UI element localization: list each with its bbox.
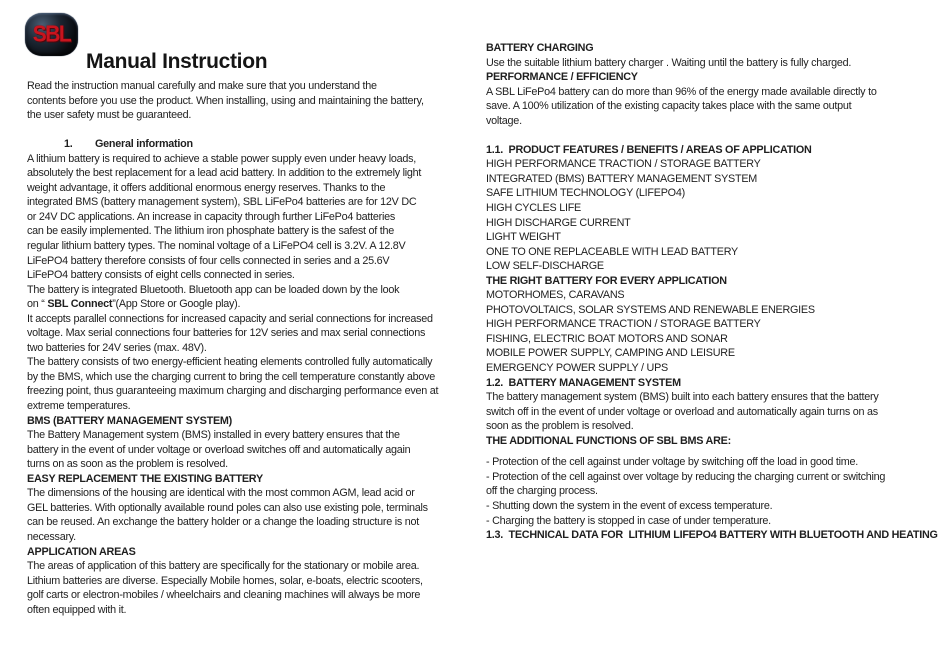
text-line xyxy=(27,152,485,167)
sbl-logo xyxy=(25,13,78,56)
section-heading xyxy=(486,70,948,85)
page-title: Manual Instruction xyxy=(86,50,268,73)
text-run: The Battery Management system (BMS) installed in every battery ensures that the xyxy=(27,429,400,442)
text-run: LiFePO4 battery consists of eight cells connected in series. xyxy=(27,269,295,282)
text-line xyxy=(27,239,485,254)
text-run: - Charging the battery is stopped in case of under temperature. xyxy=(486,514,771,527)
text-line xyxy=(27,457,485,472)
section-heading xyxy=(486,434,948,449)
text-line xyxy=(27,108,485,123)
text-run: - Protection of the cell against over voltage by reducing the charging current or switching xyxy=(486,470,886,483)
text-line xyxy=(27,486,485,501)
text-line xyxy=(486,390,948,405)
text-run: can be easily implemented. The lithium iron phosphate battery is the safest of the xyxy=(27,225,395,238)
text-run: LOW SELF-DISCHARGE xyxy=(486,260,604,273)
text-line xyxy=(27,530,485,545)
text-run: HIGH PERFORMANCE TRACTION / STORAGE BATTERY xyxy=(486,318,761,331)
text-line xyxy=(486,99,948,114)
text-line xyxy=(27,559,485,574)
spacer xyxy=(27,123,485,138)
text-line xyxy=(486,455,948,470)
text-run: ”(App Store or Google play). xyxy=(112,298,241,311)
text-line xyxy=(486,245,948,260)
spacer xyxy=(486,128,948,143)
text-line xyxy=(486,470,948,485)
spacer xyxy=(486,448,948,455)
text-run: freezing point, thus guaranteeing maximum charging and discharging performance even at xyxy=(27,385,439,398)
text-line xyxy=(27,384,485,399)
text-line xyxy=(486,361,948,376)
text-run: - Shutting down the system in the event of excess temperature. xyxy=(486,499,773,512)
bold-text-run: BATTERY CHARGING xyxy=(486,42,594,54)
text-run: soon as the problem is resolved. xyxy=(486,420,634,433)
text-run: LIGHT WEIGHT xyxy=(486,231,561,244)
text-run: voltage. xyxy=(486,114,522,127)
text-run: integrated BMS (battery management system), SBL LiFePo4 batteries are for 12V DC xyxy=(27,196,417,209)
right-column xyxy=(486,41,948,543)
text-line xyxy=(486,499,948,514)
text-run: switch off in the event of under voltage or overload and automatically again turns on as xyxy=(486,405,878,418)
text-line xyxy=(486,419,948,434)
text-run: weight advantage, it offers additional enormous energy reserves. Thanks to the xyxy=(27,181,386,194)
text-run: FISHING, ELECTRIC BOAT MOTORS AND SONAR xyxy=(486,332,728,345)
text-line xyxy=(27,79,485,94)
text-run: GEL batteries. With optionally available round poles can also use existing pole, terminals xyxy=(27,501,428,514)
text-line xyxy=(486,259,948,274)
text-run: regular lithium battery types. The nominal voltage of a LiFePO4 cell is 3.2V. A 12.8V xyxy=(27,240,406,253)
heading-text: General information xyxy=(95,138,193,151)
text-line xyxy=(27,588,485,603)
bold-text-run: EASY REPLACEMENT THE EXISTING BATTERY xyxy=(27,472,263,485)
text-line xyxy=(486,85,948,100)
text-line xyxy=(27,94,485,109)
text-line xyxy=(27,254,485,269)
text-run: The battery management system (BMS) built into each battery ensures that the battery xyxy=(486,391,879,404)
bold-text-run: SBL Connect xyxy=(47,298,113,311)
text-run: It accepts parallel connections for increased capacity and serial connections for increased xyxy=(27,312,433,325)
text-line xyxy=(27,501,485,516)
section-heading xyxy=(27,472,485,487)
text-run: save. A 100% utilization of the existing capacity takes place with the same output xyxy=(486,100,852,113)
text-line xyxy=(27,224,485,239)
text-run: or 24V DC applications. An increase in capacity through further LiFePo4 batteries xyxy=(27,210,396,223)
text-run: turns on as soon as the problem is resolved. xyxy=(27,458,228,471)
text-line xyxy=(486,514,948,529)
text-run: The battery consists of two energy-efficient heating elements controlled fully automatically xyxy=(27,356,433,369)
text-run: can be reused. An exchange the battery holder or a change the loading structure is not xyxy=(27,516,420,529)
bold-text-run: THE ADDITIONAL FUNCTIONS OF SBL BMS ARE: xyxy=(486,434,731,447)
text-run: on “ xyxy=(27,298,48,311)
text-run: the user safety must be guaranteed. xyxy=(27,109,192,122)
section-heading xyxy=(486,143,948,158)
bold-text-run: 1.1. PRODUCT FEATURES / BENEFITS / AREAS OF APPLICATION xyxy=(486,143,812,156)
text-run: often equipped with it. xyxy=(27,603,127,616)
text-line xyxy=(486,157,948,172)
text-run: by the BMS, which use the charging current to bring the cell temperature constantly above xyxy=(27,370,436,383)
text-run: EMERGENCY POWER SUPPLY / UPS xyxy=(486,362,668,375)
text-run: contents before you use the product. When installing, using and maintaining the battery, xyxy=(27,94,424,107)
text-run: Lithium batteries are diverse. Especially Mobile homes, solar, e-boats, electric scooters, xyxy=(27,574,423,587)
text-line xyxy=(27,283,485,298)
text-run: extreme temperatures. xyxy=(27,400,131,413)
text-run: LiFePO4 battery therefore consists of four cells connected in series and a 25.6V xyxy=(27,254,390,267)
text-run: ONE TO ONE REPLACEABLE WITH LEAD BATTERY xyxy=(486,245,738,258)
bold-text-run: APPLICATION AREAS xyxy=(27,545,136,558)
text-run: battery in the event of under voltage or overload switches off and automatically again xyxy=(27,443,411,456)
section-heading xyxy=(27,414,485,429)
text-run: necessary. xyxy=(27,530,76,543)
text-line xyxy=(27,312,485,327)
text-run: HIGH PERFORMANCE TRACTION / STORAGE BATTERY xyxy=(486,158,761,171)
text-line xyxy=(486,405,948,420)
text-line xyxy=(27,268,485,283)
text-line xyxy=(486,56,948,71)
text-line xyxy=(486,332,948,347)
text-run: A lithium battery is required to achieve a stable power supply even under heavy loads, xyxy=(27,152,417,165)
text-run: golf carts or electron-mobiles / wheelchairs and cleaning machines will always be more xyxy=(27,589,421,602)
text-run: PHOTOVOLTAICS, SOLAR SYSTEMS AND RENEWABLE ENERGIES xyxy=(486,303,815,316)
text-line xyxy=(27,355,485,370)
text-line xyxy=(27,370,485,385)
text-run: INTEGRATED (BMS) BATTERY MANAGEMENT SYSTEM xyxy=(486,172,758,185)
text-run: The battery is integrated Bluetooth. Bluetooth app can be loaded down by the look xyxy=(27,283,400,296)
text-line xyxy=(486,303,948,318)
text-run: The dimensions of the housing are identical with the most common AGM, lead acid or xyxy=(27,487,415,500)
text-run: absolutely the best replacement for a lead acid battery. In addition to the extremely light xyxy=(27,167,422,180)
text-line xyxy=(486,484,948,499)
text-line xyxy=(27,603,485,618)
left-column xyxy=(27,79,485,617)
text-line xyxy=(486,201,948,216)
section-heading xyxy=(486,528,948,543)
text-line xyxy=(27,515,485,530)
text-run: MOBILE POWER SUPPLY, CAMPING AND LEISURE xyxy=(486,347,735,360)
text-line xyxy=(486,186,948,201)
section-heading xyxy=(486,274,948,289)
text-run: A SBL LiFePo4 battery can do more than 96% of the energy made available directly to xyxy=(486,85,877,98)
text-run: - Protection of the cell against under voltage by switching off the load in good time. xyxy=(486,456,859,469)
bold-text-run: BMS (BATTERY MANAGEMENT SYSTEM) xyxy=(27,414,232,427)
bold-text-run: 1.2. BATTERY MANAGEMENT SYSTEM xyxy=(486,376,681,389)
text-run: SAFE LITHIUM TECHNOLOGY (LIFEPO4) xyxy=(486,187,685,200)
text-line xyxy=(27,166,485,181)
bold-text-run: 1.3. TECHNICAL DATA FOR LITHIUM LIFEPO4 BATTERY WITH BLUETOOTH AND HEATING xyxy=(486,529,938,542)
text-line xyxy=(486,317,948,332)
text-line xyxy=(486,346,948,361)
text-line xyxy=(486,114,948,129)
text-line xyxy=(27,341,485,356)
text-run: HIGH CYCLES LIFE xyxy=(486,202,581,215)
text-run: Use the suitable lithium battery charger . Waiting until the battery is fully charged. xyxy=(486,56,852,69)
text-run: The areas of application of this battery are specifically for the stationary or mobile area. xyxy=(27,560,420,573)
text-line xyxy=(27,297,485,312)
text-line xyxy=(27,210,485,225)
text-line xyxy=(486,172,948,187)
section-heading xyxy=(486,41,948,56)
text-run: MOTORHOMES, CARAVANS xyxy=(486,289,625,302)
bold-text-run: THE RIGHT BATTERY FOR EVERY APPLICATION xyxy=(486,274,727,287)
heading-number: 1. xyxy=(64,138,73,151)
text-line xyxy=(27,428,485,443)
numbered-section-heading xyxy=(27,137,485,152)
text-line xyxy=(27,399,485,414)
sbl-logo-text: SBL xyxy=(32,21,71,47)
text-line xyxy=(486,216,948,231)
text-line xyxy=(486,230,948,245)
text-run: Read the instruction manual carefully and make sure that you understand the xyxy=(27,80,377,92)
text-line xyxy=(27,195,485,210)
text-run: two batteries for 24V series (max. 48V). xyxy=(27,341,207,354)
text-line xyxy=(27,443,485,458)
bold-text-run: PERFORMANCE / EFFICIENCY xyxy=(486,71,638,84)
section-heading xyxy=(486,376,948,391)
text-run: off the charging process. xyxy=(486,485,598,498)
text-run: HIGH DISCHARGE CURRENT xyxy=(486,216,631,229)
section-heading xyxy=(27,545,485,560)
text-line xyxy=(27,326,485,341)
text-line xyxy=(486,288,948,303)
text-line xyxy=(27,181,485,196)
text-line xyxy=(27,574,485,589)
text-run: voltage. Max serial connections four batteries for 12V series and max serial connections xyxy=(27,327,426,340)
